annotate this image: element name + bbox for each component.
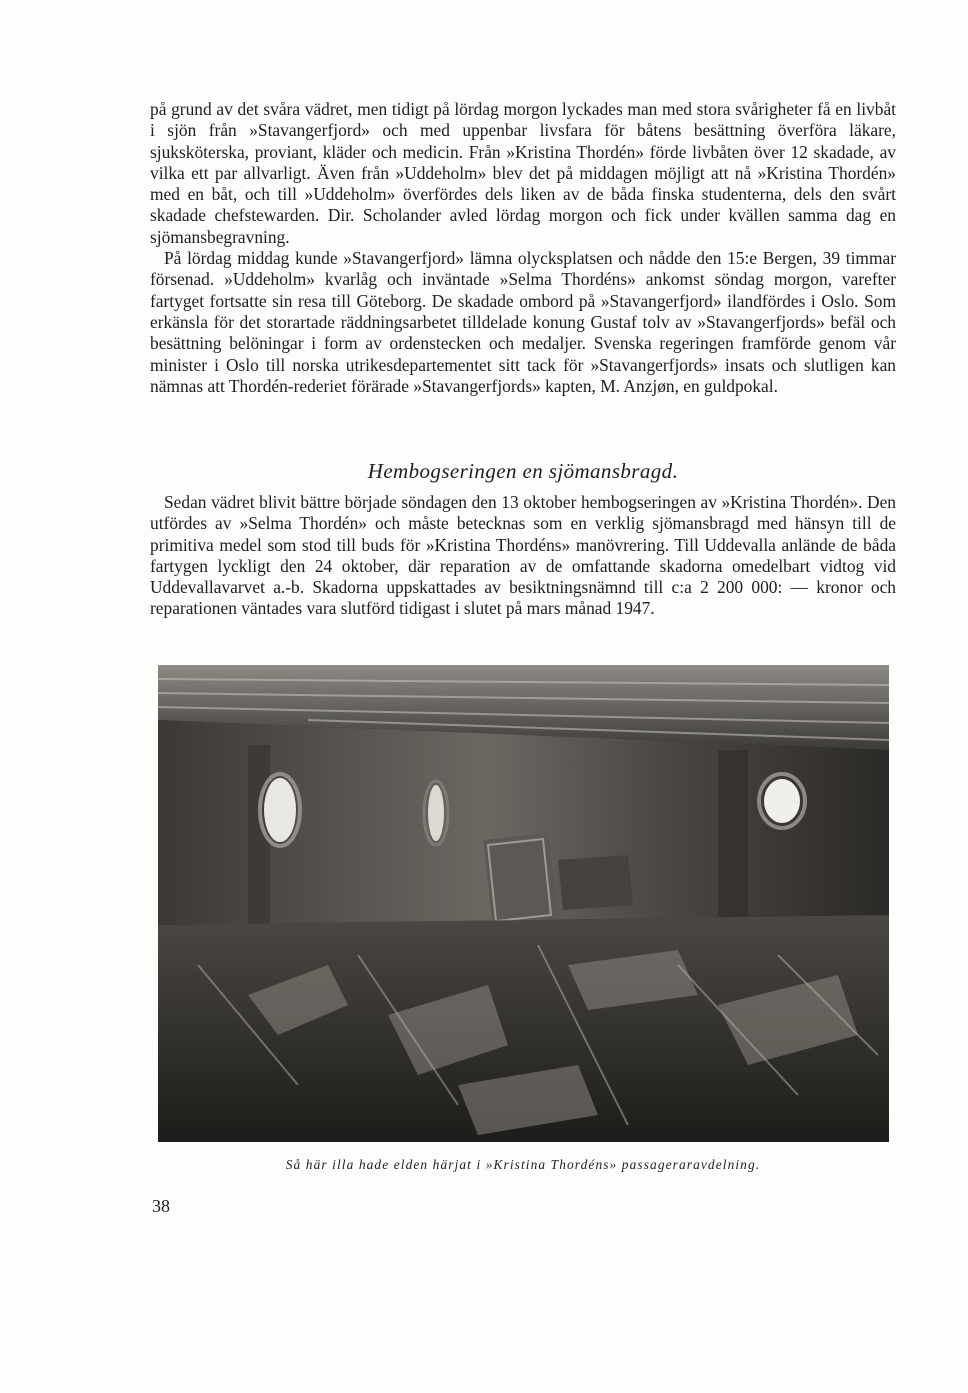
- paragraph: Sedan vädret blivit bättre började söndagen den 13 oktober hembogseringen av »Kristina Thordén». Den utfördes av »Selma Thordén» och måste betecknas som en verklig sjömansbragd med hänsyn till de primitiva medel som stod till buds för »Kristina Thordéns» manövrering. Till Uddevalla anlände de båda fartygen lyckligt den 24 oktober, där reparation av de omfattande skadorna omedelbart vidtog vid Uddevallavarvet a.-b. Skadorna uppskattades av besiktningsnämnd till c:a 2 200 000: — kronor och reparationen väntades vara slutförd tidigast i slutet på mars månad 1947.: [150, 492, 896, 619]
- paragraph: på grund av det svåra vädret, men tidigt på lördag morgon lyckades man med stora svårigheter få en livbåt i sjön från »Stavangerfjord» och med uppenbar livsfara för båtens besättning överföra läkare, sjuksköterska, proviant, kläder och medicin. Från »Kristina Thordén» förde livbåten över 12 skadade, av vilka ett par allvarligt. Även från »Uddeholm» blev det på middagen möjligt att nå »Kristina Thordén» med en båt, och till »Uddeholm» överfördes dels liken av de båda finska studenterna, dels den svårt skadade chefstewarden. Dir. Scholander avled lördag morgon och fick under kvällen samma dag en sjömansbegravning.: [150, 99, 896, 247]
- photo-illustration: [158, 665, 889, 1142]
- photo-burned-passenger-deck: [158, 665, 889, 1142]
- text-block-top: [150, 99, 896, 397]
- page-number: 38: [152, 1196, 170, 1216]
- text-block-bottom: [150, 492, 896, 620]
- photo-caption: Så här illa hade elden härjat i »Kristina Thordéns» passageraravdelning.: [285, 1157, 761, 1172]
- paragraph: På lördag middag kunde »Stavangerfjord» lämna olycksplatsen och nådde den 15:e Bergen, 39 timmar försenad. »Uddeholm» kvarlåg och inväntade »Selma Thordéns» ankomst söndag morgon, varefter fartyget fortsatte sin resa till Göteborg. De skadade ombord på »Stavangerfjord» ilandfördes i Oslo. Som erkänsla för det storartade räddningsarbetet tilldelade konung Gustaf tolv av »Stavangerfjords» befäl och besättning belöningar i form av ordenstecken och medaljer. Svenska regeringen framförde genom vår minister i Oslo till norska utrikesdepartementet sitt tack för »Stavangerfjords» insats och slutligen kan nämnas att Thordén-rederiet förärade »Stavangerfjords» kapten, M. Anzjøn, en guldpokal.: [150, 248, 896, 396]
- section-heading: Hembogseringen en sjömansbragd.: [367, 459, 679, 483]
